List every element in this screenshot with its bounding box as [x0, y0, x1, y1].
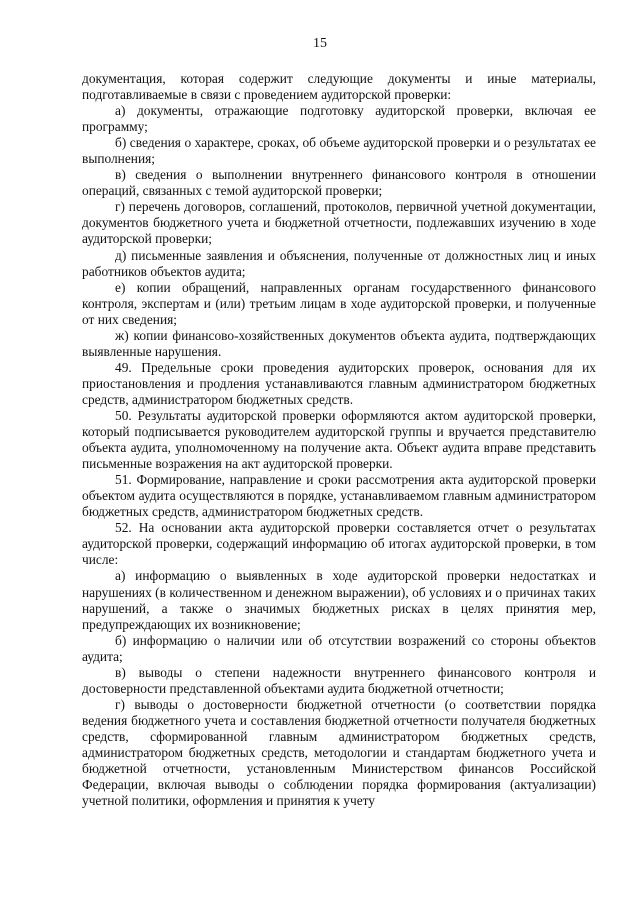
list-item-g: г) перечень договоров, соглашений, протоколов, первичной учетной документации, документов бюджетного учета и бюджетной отчетности, подлежавших изучению в ходе аудиторской проверки; [82, 199, 596, 247]
list-item-zh: ж) копии финансово-хозяйственных документов объекта аудита, подтверждающих выявленные нарушения. [82, 327, 596, 359]
clause-52-item-g: г) выводы о достоверности бюджетной отчетности (о соответствии порядка ведения бюджетного учета и составления бюджетной отчетности получателя бюджетных средств, сформированной главным администратором бюджетных средств, администратором бюджетных средств, методологии и стандартам бюджетного учета и бюджетной отчетности, установленным Министерством финансов Российской Федерации, включая выводы о соблюдении порядка формирования (актуализации) учетной политики, оформления и принятия к учету [82, 696, 596, 809]
clause-52-item-v: в) выводы о степени надежности внутреннего финансового контроля и достоверности представленной объектами аудита бюджетной отчетности; [82, 664, 596, 696]
document-body [82, 71, 596, 809]
list-item-a: а) документы, отражающие подготовку аудиторской проверки, включая ее программу; [82, 103, 596, 135]
paragraph-continuation: документация, которая содержит следующие документы и иные материалы, подготавливаемые в связи с проведением аудиторской проверки: [82, 71, 596, 103]
clause-50: 50. Результаты аудиторской проверки оформляются актом аудиторской проверки, который подписывается руководителем аудиторской группы и вручается представителю объекта аудита, уполномоченному на получение акта. Объект аудита вправе представить письменные возражения на акт аудиторской проверки. [82, 407, 596, 472]
list-item-v: в) сведения о выполнении внутреннего финансового контроля в отношении операций, связанных с темой аудиторской проверки; [82, 167, 596, 199]
clause-52-item-a: а) информацию о выявленных в ходе аудиторской проверки недостатках и нарушениях (в количественном и денежном выражении), об условиях и о причинах таких нарушений, а также о значимых бюджетных рисках в целях принятия мер, предупреждающих их возникновение; [82, 568, 596, 632]
list-item-e: е) копии обращений, направленных органам государственного финансового контроля, экспертам и (или) третьим лицам в ходе аудиторской проверки, и полученные от них сведения; [82, 279, 596, 327]
clause-51: 51. Формирование, направление и сроки рассмотрения акта аудиторской проверки объектом аудита осуществляются в порядке, устанавливаемом главным администратором бюджетных средств, администратором бюджетных средств. [82, 472, 596, 520]
list-item-b: б) сведения о характере, сроках, об объеме аудиторской проверки и о результатах ее выполнения; [82, 135, 596, 167]
clause-52: 52. На основании акта аудиторской проверки составляется отчет о результатах аудиторской проверки, содержащий информацию об итогах аудиторской проверки, в том числе: [82, 520, 596, 568]
page-number: 15 [313, 36, 327, 51]
clause-52-item-b: б) информацию о наличии или об отсутствии возражений со стороны объектов аудита; [82, 632, 596, 664]
list-item-d: д) письменные заявления и объяснения, полученные от должностных лиц и иных работников объектов аудита; [82, 247, 596, 279]
clause-49: 49. Предельные сроки проведения аудиторских проверок, основания для их приостановления и продления устанавливаются главным администратором бюджетных средств, администратором бюджетных средств. [82, 359, 596, 407]
